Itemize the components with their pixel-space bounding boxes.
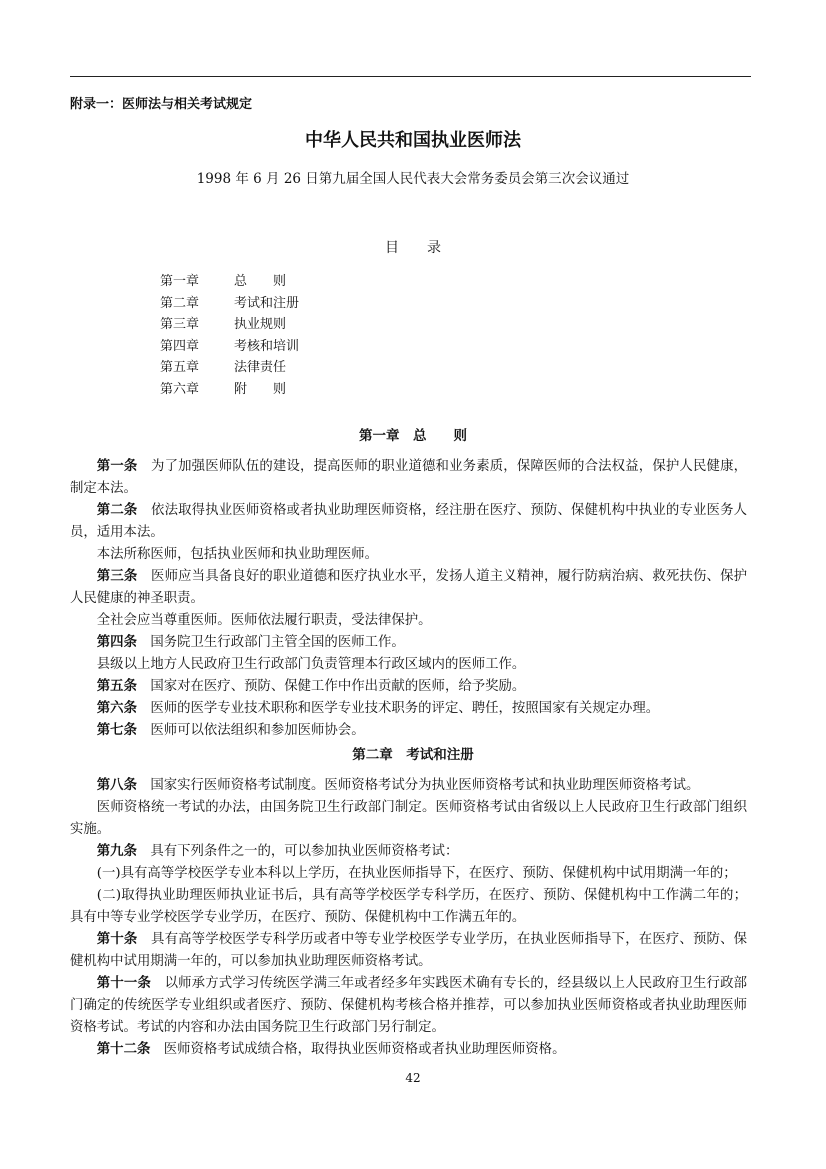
article-text: (一)具有高等学校医学专业本科以上学历，在执业医师指导下，在医疗、预防、保健机构中试用期满一年的； bbox=[96, 866, 737, 881]
article-paragraph bbox=[70, 775, 747, 797]
article-text: 依法取得执业医师资格或者执业助理医师资格，经注册在医疗、预防、保健机构中执业的专业医务人员，适用本法。 bbox=[70, 503, 748, 540]
toc-item bbox=[160, 271, 299, 293]
article-paragraph bbox=[70, 929, 747, 973]
toc-chapter: 第三章 bbox=[160, 317, 200, 333]
article-text: 具有下列条件之一的，可以参加执业医师资格考试： bbox=[150, 844, 459, 859]
article-paragraph bbox=[70, 863, 747, 885]
appendix-title: 附录一：医师法与相关考试规定 bbox=[70, 97, 253, 112]
article-paragraph bbox=[70, 1039, 747, 1061]
article-text: 县级以上地方人民政府卫生行政部门负责管理本行政区域内的医师工作。 bbox=[96, 657, 526, 672]
article-label: 第二条 bbox=[96, 503, 138, 518]
chapter-2-body bbox=[70, 775, 747, 1061]
toc-heading: 目 录 bbox=[385, 240, 441, 256]
article-text: 为了加强医师队伍的建设，提高医师的职业道德和业务素质，保障医师的合法权益，保护人民健康，制定本法。 bbox=[70, 459, 748, 496]
toc-chapter: 第五章 bbox=[160, 360, 200, 376]
toc-chapter: 第四章 bbox=[160, 338, 200, 354]
article-paragraph bbox=[70, 720, 747, 742]
article-paragraph bbox=[70, 456, 747, 500]
article-paragraph bbox=[70, 566, 747, 610]
article-label: 第八条 bbox=[96, 778, 137, 793]
article-text: (二)取得执业助理医师执业证书后，具有高等学校医学专科学历，在医疗、预防、保健机构中工作满二年的；具有中等专业学校医学专业学历，在医疗、预防、保健机构中工作满五年的。 bbox=[70, 888, 747, 925]
page-number: 42 bbox=[405, 1071, 421, 1085]
article-paragraph bbox=[70, 885, 747, 929]
article-text: 医师资格考试成绩合格，取得执业医师资格或者执业助理医师资格。 bbox=[163, 1042, 566, 1057]
article-text: 本法所称医师，包括执业医师和执业助理医师。 bbox=[96, 547, 378, 562]
toc-item bbox=[160, 357, 299, 379]
toc-chapter: 第六章 bbox=[160, 381, 200, 397]
article-label: 第九条 bbox=[96, 844, 137, 859]
toc-chapter: 第一章 bbox=[160, 274, 200, 289]
document-title: 中华人民共和国执业医师法 bbox=[305, 130, 521, 151]
article-paragraph bbox=[70, 698, 747, 720]
article-label: 第四条 bbox=[96, 635, 137, 650]
toc-item bbox=[160, 293, 299, 315]
header-rule bbox=[70, 76, 751, 77]
article-paragraph bbox=[70, 973, 747, 1039]
article-label: 第十条 bbox=[96, 932, 138, 947]
article-text: 医师资格统一考试的办法，由国务院卫生行政部门制定。医师资格考试由省级以上人民政府卫生行政部门组织实施。 bbox=[70, 800, 747, 837]
article-paragraph bbox=[70, 676, 747, 698]
article-text: 医师的医学专业技术职称和医学专业技术职务的评定、聘任，按照国家有关规定办理。 bbox=[150, 701, 660, 716]
article-paragraph bbox=[70, 544, 747, 566]
toc-item bbox=[160, 314, 299, 336]
article-label: 第五条 bbox=[96, 679, 137, 694]
chapter-2-heading: 第二章 考试和注册 bbox=[352, 747, 474, 763]
document-subtitle: 1998 年 6 月 26 日第九届全国人民代表大会常务委员会第三次会议通过 bbox=[196, 171, 630, 187]
toc-chapter-name: 考核和培训 bbox=[234, 338, 300, 354]
chapter-1-body bbox=[70, 456, 747, 742]
article-text: 以师承方式学习传统医学满三年或者经多年实践医术确有专长的，经县级以上人民政府卫生行政部门确定的传统医学专业组织或者医疗、预防、保健机构考核合格并推荐，可以参加执业医师资格或者执业助理医师资格考试。考试的内容和办法由国务院卫生行政部门另行制定。 bbox=[70, 976, 748, 1035]
article-label: 第六条 bbox=[96, 701, 137, 716]
article-text: 国家实行医师资格考试制度。医师资格考试分为执业医师资格考试和执业助理医师资格考试。 bbox=[150, 778, 700, 793]
table-of-contents bbox=[160, 271, 299, 401]
article-text: 具有高等学校医学专科学历或者中等专业学校医学专业学历，在执业医师指导下，在医疗、预防、保健机构中试用期满一年的，可以参加执业助理医师资格考试。 bbox=[70, 932, 748, 969]
chapter-1-heading: 第一章 总 则 bbox=[359, 428, 467, 444]
article-paragraph bbox=[70, 632, 747, 654]
article-label: 第十二条 bbox=[96, 1042, 151, 1057]
article-label: 第三条 bbox=[96, 569, 138, 584]
article-label: 第十一条 bbox=[96, 976, 151, 991]
article-text: 国家对在医疗、预防、保健工作中作出贡献的医师，给予奖励。 bbox=[150, 679, 526, 694]
article-paragraph bbox=[70, 610, 747, 632]
toc-chapter-name: 执业规则 bbox=[234, 317, 287, 333]
article-paragraph bbox=[70, 654, 747, 676]
toc-chapter-name: 总 则 bbox=[234, 274, 287, 289]
toc-chapter-name: 附 则 bbox=[234, 381, 287, 397]
article-label: 第一条 bbox=[96, 459, 138, 474]
article-text: 国务院卫生行政部门主管全国的医师工作。 bbox=[150, 635, 405, 650]
toc-item bbox=[160, 379, 299, 401]
toc-chapter-name: 考试和注册 bbox=[234, 295, 300, 311]
toc-chapter-name: 法律责任 bbox=[234, 360, 287, 376]
toc-item bbox=[160, 336, 299, 358]
article-paragraph bbox=[70, 841, 747, 863]
toc-chapter: 第二章 bbox=[160, 295, 200, 311]
article-text: 医师可以依法组织和参加医师协会。 bbox=[150, 723, 365, 738]
article-label: 第七条 bbox=[96, 723, 137, 738]
article-text: 全社会应当尊重医师。医师依法履行职责，受法律保护。 bbox=[96, 613, 432, 628]
article-text: 医师应当具备良好的职业道德和医疗执业水平，发扬人道主义精神，履行防病治病、救死扶伤、保护人民健康的神圣职责。 bbox=[70, 569, 748, 606]
article-paragraph bbox=[70, 500, 747, 544]
article-paragraph bbox=[70, 797, 747, 841]
